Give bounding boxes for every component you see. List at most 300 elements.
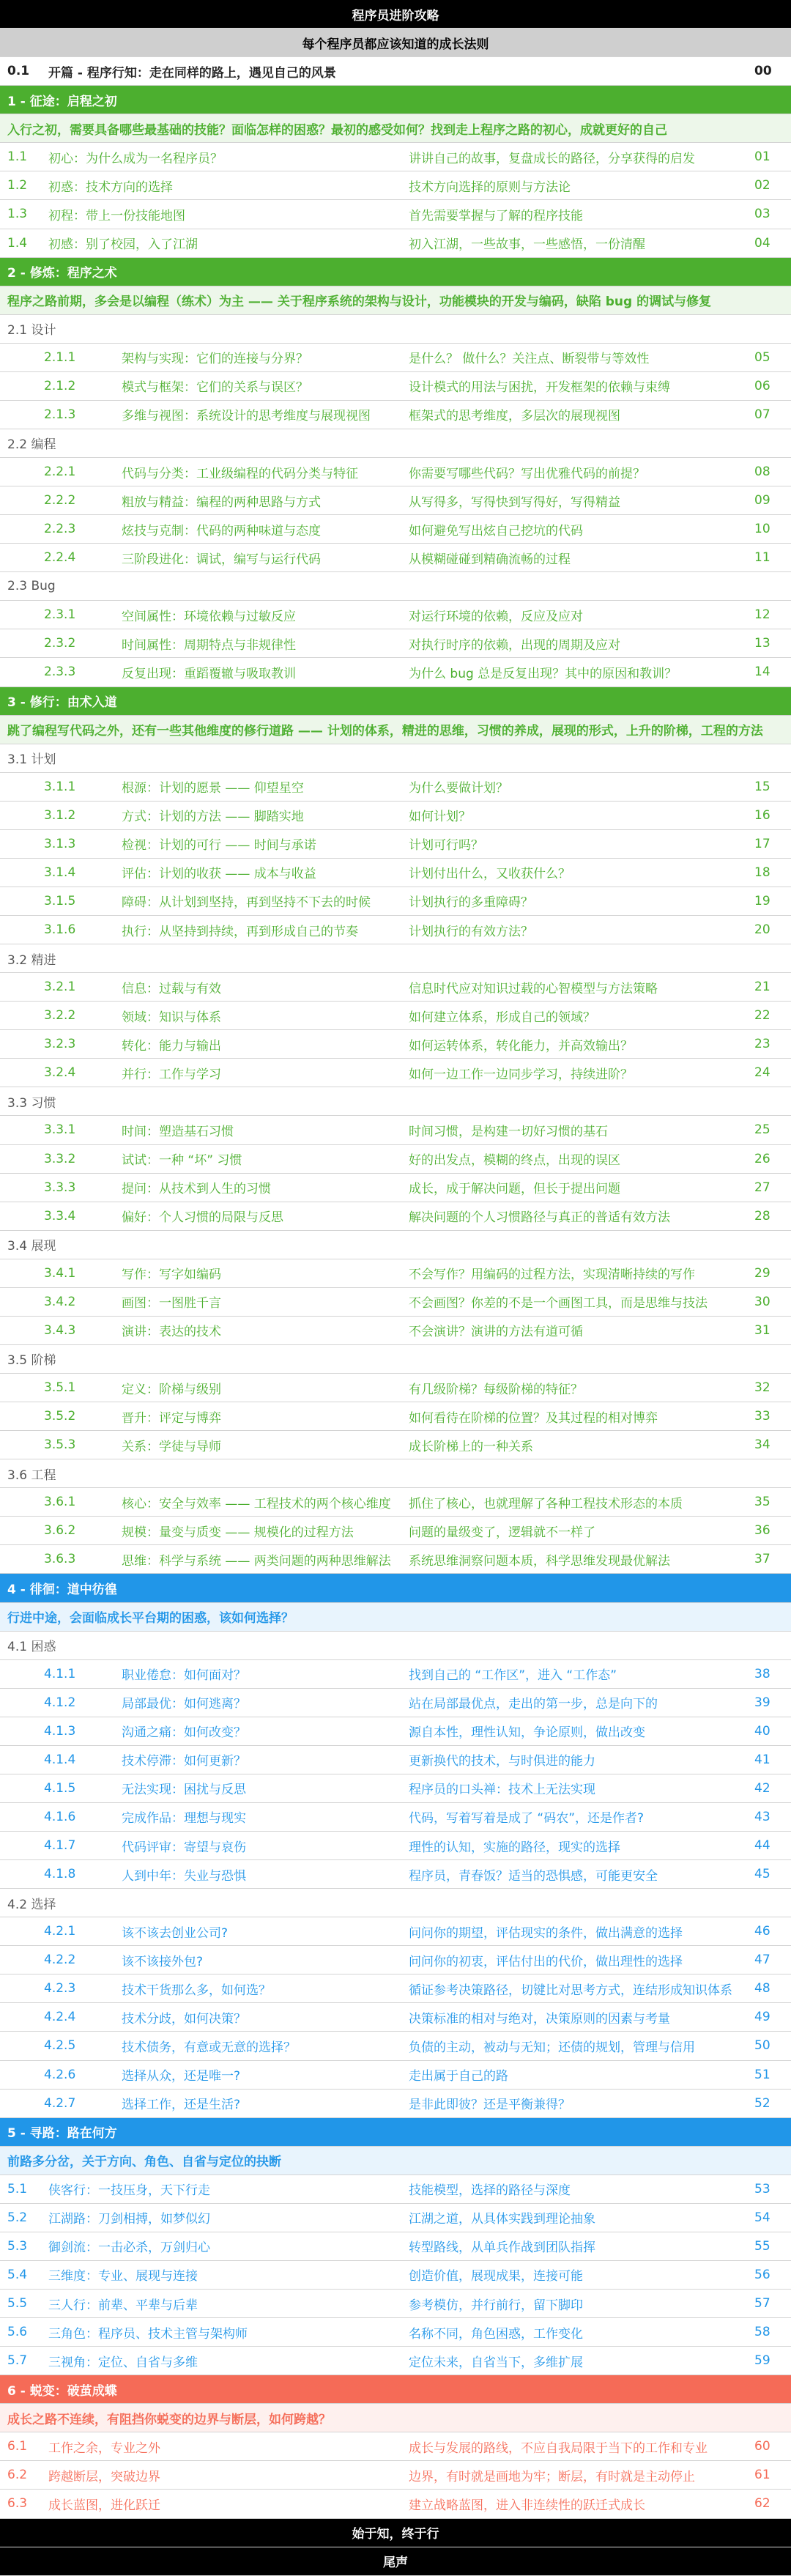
entry-description: 技能模型，选择的路径与深度 [409,2183,571,2199]
subsection-header[interactable]: 3.2 精进 [0,944,791,973]
entry-number: 2.2.1 [44,465,76,480]
entry-description: 决策标准的相对与绝对，决策原则的因素与考量 [409,2011,670,2027]
subsection-header[interactable]: 3.4 展现 [0,1231,791,1259]
toc-entry[interactable] [0,2290,791,2318]
entry-title: 反复出现：重蹈覆辙与吸取教训 [122,666,296,681]
entry-page: 44 [754,1838,770,1854]
entry-title: 信息：过载与有效 [122,981,221,996]
entry-title: 完成作品：理想与现实 [122,1811,246,1826]
entry-title: 方式：计划的方法 —— 脚踏实地 [122,810,304,825]
entry-number: 4.1.7 [44,1838,76,1854]
entry-title: 障碍：从计划到坚持，再到坚持不下去的时候 [122,895,371,911]
entry-page: 42 [754,1780,770,1796]
entry-description: 框架式的思考维度，多层次的展现视图 [409,409,620,424]
toc-entry[interactable] [0,1746,791,1774]
toc-entry[interactable] [0,2175,791,2204]
section-header[interactable]: 4 - 徘徊：道中彷徨 [0,1574,791,1602]
epilogue-banner[interactable]: 尾声 [0,2547,791,2576]
entry-description: 走出属于自己的路 [409,2069,508,2084]
entry-number: 3.4.2 [44,1294,76,1309]
entry-title: 时间属性：周期特点与非规律性 [122,637,296,653]
entry-number: 2.2.3 [44,522,76,537]
toc-entry[interactable] [0,658,791,686]
entry-page: 12 [754,607,770,623]
entry-description: 为什么要做计划？ [409,781,508,796]
entry-page: 32 [754,1380,770,1396]
subsection-header[interactable]: 2.1 设计 [0,315,791,344]
toc-entry[interactable] [0,1402,791,1431]
toc-entry[interactable] [0,1145,791,1174]
entry-number: 3.3.4 [44,1208,76,1224]
entry-page: 20 [754,922,770,938]
toc-entry[interactable] [0,887,791,916]
entry-description: 成长与发展的路线，不应自我局限于当下的工作和专业 [409,2440,708,2456]
entry-number: 6.2 [7,2468,28,2483]
page-subtitle: 每个程序员都应该知道的成长法则 [0,29,791,57]
entry-title: 偏好：个人习惯的局限与反思 [122,1210,283,1226]
entry-description: 参考模仿，并行前行，留下脚印 [409,2298,583,2313]
entry-number: 3.5.3 [44,1437,76,1453]
entry-title: 江湖路：刀剑相搏，如梦似幻 [48,2212,210,2227]
toc-entry[interactable] [0,1832,791,1860]
entry-number: 5.5 [7,2296,28,2312]
entry-number: 3.2.4 [44,1065,76,1081]
toc-entry[interactable] [0,1317,791,1345]
entry-number: 3.1.2 [44,807,76,823]
section-header[interactable]: 6 - 蜕变：破茧成蝶 [0,2375,791,2404]
section-intro: 程序之路前期，多会是以编程（练术）为主 —— 关于程序系统的架构与设计，功能模块的开发与编码，缺陷 bug 的调试与修复 [0,286,791,315]
entry-title: 试试：一种 “坏” 习惯 [122,1153,242,1169]
entry-description: 初入江湖，一些故事，一些感悟，一份清醒 [409,237,645,253]
toc-entry[interactable] [0,1030,791,1059]
entry-page: 29 [754,1265,770,1281]
entry-description: 程序员的口头禅：技术上无法实现 [409,1783,595,1798]
toc-entry[interactable] [0,1288,791,1317]
entry-description: 首先需要掌握与了解的程序技能 [409,208,583,223]
toc-entry[interactable] [0,1259,791,1288]
toc-entry[interactable] [0,916,791,944]
entry-description: 找到自己的 “工作区”，进入 “工作态” [409,1668,617,1684]
entry-page: 58 [754,2325,770,2340]
entry-number: 4.2.6 [44,2067,76,2082]
entry-title: 该不该去创业公司? [122,1925,229,1941]
toc-entry[interactable] [0,1545,791,1574]
toc-entry[interactable] [0,2432,791,2461]
toc-entry[interactable] [0,973,791,1002]
entry-page: 39 [754,1695,770,1710]
entry-page: 57 [754,2296,770,2312]
toc-entry[interactable] [0,544,791,572]
entry-page: 11 [754,550,770,566]
entry-description: 如何避免写出炫自己挖坑的代码 [409,523,583,538]
entry-page: 33 [754,1409,770,1424]
entry-title: 写作：写字如编码 [122,1267,221,1283]
toc-entry[interactable] [0,372,791,401]
subsection-header[interactable]: 4.2 选择 [0,1889,791,1917]
subsection-header[interactable]: 3.6 工程 [0,1459,791,1488]
page-title: 程序员进阶攻略 [0,0,791,29]
entry-title: 多维与视图：系统设计的思考维度与展现视图 [122,409,371,424]
toc-entry[interactable] [0,1660,791,1689]
toc-entry[interactable] [0,171,791,200]
entry-number: 1.2 [7,178,28,193]
subsection-header[interactable]: 3.1 计划 [0,744,791,773]
toc-entry[interactable] [0,2032,791,2060]
section-header[interactable]: 1 - 征途：启程之初 [0,86,791,114]
entry-description: 抓住了核心，也就理解了各种工程技术形态的本质 [409,1496,683,1511]
entry-page: 62 [754,2496,770,2512]
entry-number: 3.2.3 [44,1037,76,1052]
entry-page: 46 [754,1924,770,1939]
toc-entry[interactable] [0,515,791,544]
entry-description: 有几级阶梯？每级阶梯的特征？ [409,1382,583,1397]
entry-title: 模式与框架：它们的关系与误区？ [122,380,308,396]
section-intro: 入行之初，需要具备哪些最基础的技能？面临怎样的困惑？最初的感受如何？找到走上程序之路的初心，成就更好的自己 [0,114,791,143]
entry-title: 转化：能力与输出 [122,1038,221,1054]
entry-page: 34 [754,1437,770,1453]
entry-description: 是非此即彼？还是平衡兼得？ [409,2098,571,2113]
entry-page: 30 [754,1294,770,1309]
entry-number: 3.1.5 [44,893,76,908]
toc-entry[interactable] [0,1431,791,1459]
entry-page: 45 [754,1867,770,1882]
opening-row[interactable] [0,57,791,86]
section-intro: 前路多分岔，关于方向、角色、自省与定位的抉断 [0,2147,791,2175]
subsection-header[interactable]: 2.3 Bug [0,572,791,601]
entry-description: 不会写作？用编码的过程方法，实现清晰持续的写作 [409,1267,695,1283]
entry-number: 2.1.3 [44,407,76,422]
entry-number: 2.1.2 [44,378,76,393]
entry-page: 48 [754,1981,770,1996]
entry-title: 定义：阶梯与级别 [122,1382,221,1397]
entry-page: 21 [754,980,770,995]
entry-number: 4.1.2 [44,1695,76,1710]
section-header[interactable]: 2 - 修炼：程序之术 [0,258,791,286]
toc-entry[interactable] [0,1717,791,1746]
entry-description: 从模糊碰碰到精确流畅的过程 [409,552,571,567]
entry-description: 转型路线，从单兵作战到团队指挥 [409,2240,595,2256]
entry-title: 画图：一图胜千言 [122,1296,221,1311]
toc-entry[interactable] [0,1488,791,1517]
entry-number: 1.4 [7,235,28,251]
entry-description: 对执行时序的依赖，出现的周期及应对 [409,637,620,653]
toc-entry[interactable] [0,1374,791,1402]
subsection-header[interactable]: 2.2 编程 [0,429,791,458]
entry-number: 4.1.6 [44,1809,76,1824]
entry-page: 22 [754,1008,770,1024]
entry-description: 负债的主动，被动与无知；还债的规划，管理与信用 [409,2040,695,2055]
entry-title: 沟通之痛：如何改变？ [122,1725,246,1741]
entry-description: 如何计划？ [409,810,471,825]
entry-number: 5.6 [7,2325,28,2340]
toc-entry[interactable] [0,458,791,486]
entry-page: 38 [754,1666,770,1681]
entry-title: 炫技与克制：代码的两种味道与态度 [122,523,321,538]
opening-num: 0.1 [7,64,30,79]
toc-entry[interactable] [0,1202,791,1231]
entry-description: 理性的认知，实施的路径，现实的选择 [409,1840,620,1855]
entry-page: 26 [754,1151,770,1166]
entry-page: 55 [754,2238,770,2254]
toc-entry[interactable] [0,1174,791,1202]
entry-description: 定位未来，自省当下，多维扩展 [409,2355,583,2370]
entry-title: 三人行：前辈、平辈与后辈 [48,2298,198,2313]
entry-description: 对运行环境的依赖，反应及应对 [409,609,583,624]
entry-title: 空间属性：环境依赖与过敏反应 [122,609,296,624]
entry-page: 09 [754,493,770,508]
entry-title: 领域：知识与体系 [122,1010,221,1025]
toc-entry[interactable] [0,2061,791,2090]
toc-entry[interactable] [0,143,791,171]
entry-title: 技术债务，有意或无意的选择？ [122,2040,296,2055]
toc-entry[interactable] [0,1689,791,1717]
entry-number: 4.2.5 [44,2038,76,2054]
entry-title: 初心：为什么成为一名程序员？ [48,151,223,166]
entry-description: 你需要写哪些代码？写出优雅代码的前提？ [409,466,645,481]
toc-entry[interactable] [0,601,791,629]
entry-description: 成长，成于解决问题，但长于提出问题 [409,1182,620,1197]
entry-description: 如何建立体系，形成自己的领域？ [409,1010,595,1025]
toc-entry[interactable] [0,1974,791,2003]
entry-description: 计划执行的有效方法？ [409,924,533,939]
entry-description: 问题的量级变了，逻辑就不一样了 [409,1525,595,1540]
toc-entry[interactable] [0,1116,791,1144]
entry-number: 4.2.4 [44,2010,76,2025]
entry-title: 人到中年：失业与恐惧 [122,1868,246,1884]
entry-title: 三阶段进化：调试，编写与运行代码 [122,552,321,567]
entry-page: 27 [754,1180,770,1195]
entry-page: 23 [754,1037,770,1052]
entry-number: 5.7 [7,2353,28,2369]
entry-description: 不会画图？你差的不是一个画图工具，而是思维与技法 [409,1296,708,1311]
entry-number: 5.1 [7,2181,28,2196]
toc-entry[interactable] [0,629,791,658]
toc-entry[interactable] [0,229,791,258]
entry-description: 代码，写着写着是成了 “码农”，还是作者? [409,1811,645,1826]
entry-number: 3.3.3 [44,1180,76,1195]
entry-page: 61 [754,2468,770,2483]
entry-number: 3.2.2 [44,1008,76,1024]
entry-number: 3.1.1 [44,779,76,794]
entry-page: 06 [754,378,770,393]
toc-entry[interactable] [0,200,791,229]
entry-page: 50 [754,2038,770,2054]
entry-page: 54 [754,2210,770,2225]
toc-entry[interactable] [0,486,791,515]
entry-description: 如何运转体系，转化能力，并高效输出？ [409,1038,633,1054]
toc-entry[interactable] [0,802,791,830]
entry-title: 规模：量变与质变 —— 规模化的过程方法 [122,1525,354,1540]
entry-number: 3.3.1 [44,1122,76,1138]
opening-page: 00 [754,64,772,79]
entry-description: 站在局部最优点，走出的第一步，总是向下的 [409,1697,658,1712]
entry-description: 建立战略蓝图，进入非连续性的跃迁式成长 [409,2498,645,2513]
entry-page: 02 [754,178,770,193]
entry-title: 工作之余，专业之外 [48,2440,160,2456]
toc-entry[interactable] [0,1803,791,1832]
entry-title: 晋升：评定与博弈 [122,1410,221,1426]
entry-number: 3.4.3 [44,1322,76,1338]
entry-page: 36 [754,1523,770,1539]
entry-number: 5.2 [7,2210,28,2225]
entry-number: 3.4.1 [44,1265,76,1281]
entry-number: 4.2.3 [44,1981,76,1996]
entry-description: 解决问题的个人习惯路径与真正的普适有效方法 [409,1210,670,1226]
entry-description: 如何看待在阶梯的位置？及其过程的相对博弈 [409,1410,658,1426]
entry-description: 是什么？ 做什么？关注点、断裂带与等效性 [409,352,650,367]
entry-description: 时间习惯，是构建一切好习惯的基石 [409,1124,608,1139]
entry-page: 49 [754,2010,770,2025]
toc-entry[interactable] [0,1002,791,1030]
entry-description: 源自本性，理性认知，争论原则，做出改变 [409,1725,645,1741]
entry-description: 名称不同，角色困惑，工作变化 [409,2326,583,2342]
entry-number: 2.3.3 [44,665,76,680]
entry-page: 10 [754,522,770,537]
entry-page: 15 [754,779,770,794]
entry-number: 1.1 [7,149,28,165]
subsection-header[interactable]: 3.3 习惯 [0,1087,791,1116]
entry-description: 创造价值，展现成果，连接可能 [409,2269,583,2284]
entry-description: 循证参考决策路径，切键比对思考方式，连结形成知识体系 [409,1983,732,1998]
entry-description: 好的出发点，模糊的终点，出现的误区 [409,1153,620,1169]
entry-title: 演讲：表达的技术 [122,1325,221,1340]
entry-page: 04 [754,235,770,251]
entry-title: 时间：塑造基石习惯 [122,1124,234,1139]
entry-number: 4.1.8 [44,1867,76,1882]
section-intro: 行进中途，会面临成长平台期的困惑，该如何选择？ [0,1603,791,1632]
entry-page: 51 [754,2067,770,2082]
toc-entry[interactable] [0,401,791,429]
entry-number: 2.2.2 [44,493,76,508]
entry-number: 4.2.2 [44,1953,76,1968]
entry-description: 问问你的期望，评估现实的条件，做出满意的选择 [409,1925,683,1941]
entry-title: 检视：计划的可行 —— 时间与承诺 [122,838,316,854]
opening-title: 开篇 - 程序行知：走在同样的路上，遇见自己的风景 [48,65,336,81]
section-header[interactable]: 5 - 寻路：路在何方 [0,2118,791,2147]
entry-page: 56 [754,2267,770,2282]
entry-number: 5.3 [7,2238,28,2254]
entry-page: 37 [754,1552,770,1567]
entry-page: 24 [754,1065,770,1081]
entry-description: 程序员，青春饭？适当的恐惧感，可能更安全 [409,1868,658,1884]
entry-title: 初程：带上一份技能地图 [48,208,185,223]
toc-entry[interactable] [0,859,791,887]
toc-entry[interactable] [0,2090,791,2118]
toc-entry[interactable] [0,2490,791,2518]
entry-description: 边界，有时就是画地为牢；断层，有时就是主动停止 [409,2469,695,2484]
entry-title: 初感：别了校园，入了江湖 [48,237,198,253]
toc-entry[interactable] [0,1774,791,1803]
entry-number: 4.1.5 [44,1780,76,1796]
entry-description: 设计模式的用法与困扰，开发框架的依赖与束缚 [409,380,670,396]
entry-page: 53 [754,2181,770,2196]
entry-title: 成长蓝图，进化跃迁 [48,2498,160,2513]
toc-entry[interactable] [0,2347,791,2375]
toc-entry[interactable] [0,1517,791,1545]
entry-description: 讲讲自己的故事，复盘成长的路径，分享获得的启发 [409,151,695,166]
entry-page: 18 [754,865,770,880]
entry-number: 3.3.2 [44,1151,76,1166]
section-header[interactable]: 3 - 修行：由术入道 [0,687,791,716]
entry-description: 技术方向选择的原则与方法论 [409,179,571,195]
entry-page: 47 [754,1953,770,1968]
subsection-header[interactable]: 4.1 困惑 [0,1632,791,1660]
entry-number: 3.2.1 [44,980,76,995]
toc-entry[interactable] [0,1917,791,1946]
entry-title: 三角色：程序员、技术主管与架构师 [48,2326,248,2342]
entry-page: 07 [754,407,770,422]
entry-title: 执行：从坚持到持续，再到形成自己的节奏 [122,924,358,939]
entry-title: 三视角：定位、自省与多维 [48,2355,198,2370]
toc-entry[interactable] [0,2461,791,2490]
entry-number: 4.1.3 [44,1723,76,1739]
entry-page: 16 [754,807,770,823]
entry-number: 3.6.3 [44,1552,76,1567]
toc-entry[interactable] [0,2318,791,2347]
toc-entry[interactable] [0,2003,791,2032]
toc-entry[interactable] [0,2232,791,2261]
entry-page: 31 [754,1322,770,1338]
entry-title: 御剑流：一击必杀，万剑归心 [48,2240,210,2256]
toc-entry[interactable] [0,2261,791,2290]
entry-number: 6.1 [7,2439,28,2454]
entry-description: 江湖之道，从具体实践到理论抽象 [409,2212,595,2227]
entry-description: 更新换代的技术，与时俱进的能力 [409,1754,595,1769]
toc-entry[interactable] [0,344,791,372]
entry-description: 问问你的初衷，评估付出的代价，做出理性的选择 [409,1954,683,1969]
toc-entry[interactable] [0,773,791,802]
entry-page: 40 [754,1723,770,1739]
entry-number: 2.3.1 [44,607,76,623]
subsection-header[interactable]: 3.5 阶梯 [0,1345,791,1374]
entry-title: 代码评审：寄望与哀伤 [122,1840,246,1855]
entry-page: 59 [754,2353,770,2369]
entry-title: 技术停滞：如何更新？ [122,1754,246,1769]
entry-description: 计划执行的多重障碍？ [409,895,533,911]
entry-title: 粗放与精益：编程的两种思路与方式 [122,495,321,510]
entry-title: 初惑：技术方向的选择 [48,179,173,195]
entry-number: 4.2.1 [44,1924,76,1939]
entry-description: 计划付出什么，又收获什么？ [409,867,571,882]
toc-entry[interactable] [0,1946,791,1974]
entry-title: 关系：学徒与导师 [122,1439,221,1454]
entry-title: 架构与实现：它们的连接与分界？ [122,352,308,367]
entry-number: 3.6.2 [44,1523,76,1539]
entry-title: 三维度：专业、展现与连接 [48,2269,198,2284]
toc-entry[interactable] [0,1860,791,1889]
entry-number: 2.2.4 [44,550,76,566]
entry-number: 4.1.4 [44,1752,76,1767]
entry-title: 局部最优：如何逃离？ [122,1697,246,1712]
entry-title: 技术分歧，如何决策？ [122,2011,246,2027]
toc-entry[interactable] [0,2204,791,2232]
toc-entry[interactable] [0,830,791,859]
entry-page: 13 [754,636,770,651]
entry-page: 01 [754,149,770,165]
entry-page: 03 [754,207,770,222]
entry-description: 计划可行吗？ [409,838,483,854]
entry-title: 选择从众，还是唯一? [122,2069,241,2084]
entry-description: 从写得多，写得快到写得好，写得精益 [409,495,620,510]
entry-page: 52 [754,2095,770,2111]
toc-entry[interactable] [0,1059,791,1087]
entry-title: 提问：从技术到人生的习惯 [122,1182,271,1197]
entry-page: 05 [754,349,770,365]
entry-page: 08 [754,465,770,480]
entry-number: 1.3 [7,207,28,222]
entry-number: 4.2.7 [44,2095,76,2111]
entry-number: 5.4 [7,2267,28,2282]
